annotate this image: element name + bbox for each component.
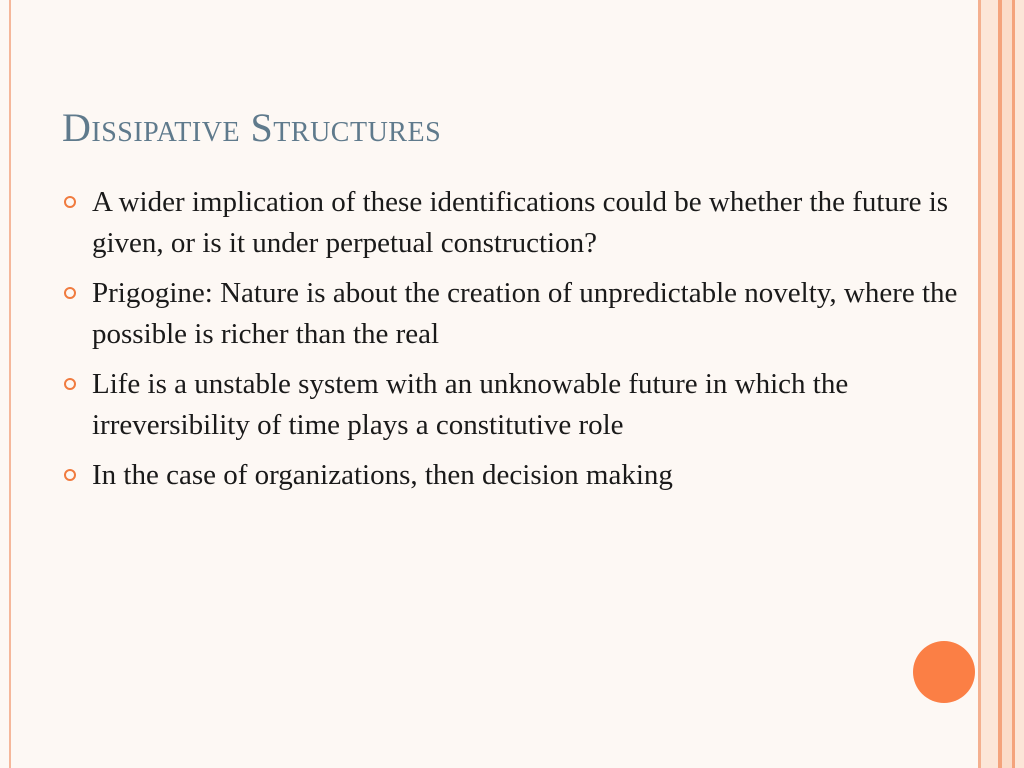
left-border-line (9, 0, 11, 768)
bullet-circle-icon (64, 196, 76, 208)
bullet-list (62, 182, 962, 505)
bullet-item (62, 455, 962, 496)
bullet-text: A wider implication of these identifications could be whether the future is given, or is it under perpetual construction? (92, 186, 949, 259)
bullet-circle-icon (64, 378, 76, 390)
bullet-text: In the case of organizations, then decision making (92, 459, 673, 491)
bullet-item (62, 273, 962, 355)
bullet-item (62, 364, 962, 446)
slide-title: Dissipative Structures (62, 105, 442, 150)
bullet-text: Prigogine: Nature is about the creation of unpredictable novelty, where the possible is richer than the real (92, 277, 958, 350)
bullet-circle-icon (64, 469, 76, 481)
bullet-item (62, 182, 962, 264)
stripe (1002, 0, 1012, 768)
orange-circle-decoration (913, 641, 975, 703)
right-decorative-stripes (978, 0, 1024, 768)
bullet-circle-icon (64, 287, 76, 299)
bullet-text: Life is a unstable system with an unknowable future in which the irreversibility of time plays a constitutive role (92, 368, 849, 441)
stripe (981, 0, 998, 768)
stripe (1015, 0, 1024, 768)
